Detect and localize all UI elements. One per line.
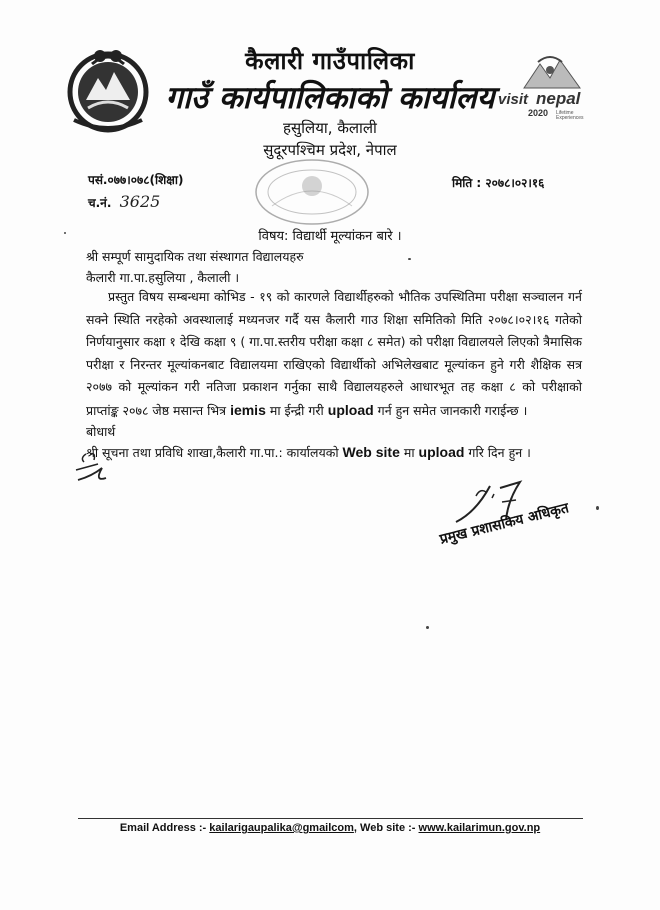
body-end-text: गर्न हुन समेत जानकारी गराईन्छ । — [377, 402, 528, 418]
footer-website-link[interactable]: www.kailarimun.gov.np — [418, 822, 541, 834]
dispatch-number-value: 3625 — [119, 192, 161, 211]
org-name: कैलारी गाउँपालिका — [245, 47, 415, 75]
addressee-line1: श्री सम्पूर्ण सामुदायिक तथा संस्थागत विद्यालयहरु — [86, 249, 304, 264]
office-address-line2: सुदूरपश्चिम प्रदेश, नेपाल — [263, 141, 397, 159]
letter-date: मिति : २०७८।०२।१६ — [452, 176, 545, 190]
svg-text:nepal: nepal — [536, 89, 581, 108]
cc-label: बोधार्थ — [86, 424, 116, 439]
upload-term: upload — [327, 401, 374, 418]
footer-email-link[interactable]: kailarigaupalika@gmailcom — [209, 822, 354, 834]
office-stamp — [252, 156, 372, 228]
signatory-title: प्रमुख प्रशासकिय अधिकृत — [438, 500, 571, 548]
cc-upload-term: upload — [418, 444, 465, 460]
letter-body — [86, 286, 582, 422]
body-mid-text: मा ईन्द्री गरी — [269, 402, 324, 418]
svg-text:2020: 2020 — [528, 108, 549, 118]
scan-speck — [64, 232, 66, 234]
reference-number: पसं.०७७।०७८(शिक्षा) — [88, 173, 184, 187]
svg-text:Experiences: Experiences — [556, 115, 584, 121]
cc-text-start: श्री सूचना तथा प्रविधि शाखा,कैलारी गा.पा.: कार्यालयको — [86, 445, 339, 460]
handwritten-initial-mark — [72, 448, 116, 496]
iemis-term: iemis — [230, 401, 266, 418]
letter-subject: विषय: विद्यार्थी मूल्यांकन बारे । — [258, 229, 402, 244]
cc-line — [86, 444, 531, 461]
dispatch-number — [88, 192, 160, 211]
cc-website-term: Web site — [342, 444, 400, 460]
addressee-block — [86, 246, 304, 288]
page-footer — [0, 822, 660, 834]
cc-text-end: गरि दिन हुन । — [468, 445, 531, 460]
office-name: गाउँ कार्यपालिकाको कार्यालय — [165, 80, 495, 116]
dispatch-number-label: च.नं. — [88, 196, 112, 210]
office-address-line1: हसुलिया, कैलाली — [283, 119, 377, 137]
scan-speck — [408, 258, 411, 260]
footer-website-label: , Web site :- — [353, 822, 416, 834]
footer-divider — [78, 818, 583, 819]
scan-speck — [596, 506, 599, 510]
footer-email-label: Email Address :- — [119, 822, 207, 834]
cc-text-mid: मा — [403, 445, 415, 460]
svg-text:Lifetime: Lifetime — [556, 110, 574, 116]
visit-nepal-2020-logo — [494, 48, 606, 122]
body-main-text: प्रस्तुत विषय सम्बन्धमा कोभिड - १९ को कारणले विद्यार्थीहरुको भौतिक उपस्थितिमा परीक्षा सञ्चालन गर्न सक्ने स्थिति नरहेको अवस्थालाई मध्यनजर गर्दै यस कैलारी गाउ शिक्षा समितिको मिति २०७८।०२।१६ गतेको निर्णयानुसार कक्षा १ देखि कक्षा ९ ( गा.पा.स्तरीय परीक्षा कक्षा ८ समेत) को परीक्षा विद्यालयले लिएको त्रैमासिक परीक्षा र निरन्तर मूल्यांकनबाट विद्यालयमा राखिएको विद्यार्थीको अभिलेखबाट मूल्यांकन हुने गरी शैक्षिक सत्र २०७७ को मूल्यांकन गरी नतिजा प्रकाशन गर्नुका साथै विद्यालयहरुले आधारभूत तह कक्षा ८ को परीक्षाको प्राप्तांङ्क २०७८ जेष्ठ मसान्त भित्र — [86, 289, 582, 418]
addressee-line2: कैलारी गा.पा.हसुलिया , कैलाली । — [86, 270, 240, 285]
scan-speck — [426, 626, 429, 629]
svg-text:visit: visit — [498, 91, 529, 108]
